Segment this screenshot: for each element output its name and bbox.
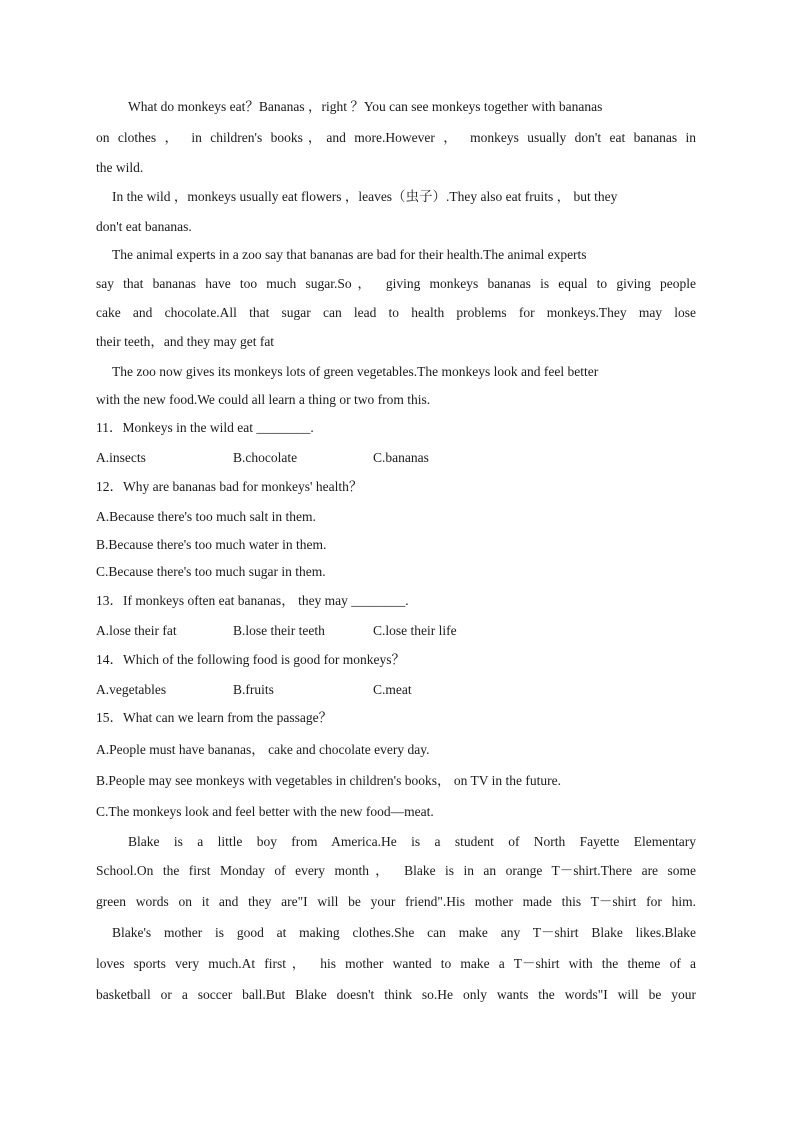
passage-line: say that bananas have too much sugar.So， giving monkeys bananas is equal to giving people — [96, 276, 696, 291]
answer-option: B.lose their teeth — [233, 623, 325, 638]
question-stem: 13．If monkeys often eat bananas， they may ________. — [96, 593, 409, 608]
answer-option: B.chocolate — [233, 450, 298, 465]
answer-option: A.insects — [96, 450, 146, 465]
passage-line: basketball or a soccer ball.But Blake doesn't think so.He only wants the words"I will be your — [96, 987, 696, 1002]
answer-option: C.meat — [373, 682, 412, 697]
answer-option: B.fruits — [233, 682, 274, 697]
passage-line: their teeth，and they may get fat — [96, 334, 275, 349]
passage-line: green words on it and they are"I will be your friend".His mother made this T－shirt for him. — [96, 894, 696, 909]
question-stem: 15．What can we learn from the passage？ — [96, 710, 333, 725]
question-stem: 11．Monkeys in the wild eat ________. — [96, 420, 314, 435]
answer-option: A.Because there's too much salt in them. — [96, 509, 316, 524]
passage-line: don't eat bananas. — [96, 219, 192, 234]
answer-option: C.lose their life — [373, 623, 457, 638]
passage-line: In the wild ，monkeys usually eat flowers ，leaves（虫子）.They also eat fruits ， but they — [112, 189, 618, 204]
question-stem: 12．Why are bananas bad for monkeys' health？ — [96, 479, 363, 494]
answer-option: C.The monkeys look and feel better with the new food—meat. — [96, 804, 434, 819]
passage-line: School.On the first Monday of every month， Blake is in an orange T－shirt.There are some — [96, 863, 696, 878]
answer-option: B.Because there's too much water in them. — [96, 537, 327, 552]
answer-option: C.Because there's too much sugar in them. — [96, 564, 326, 579]
answer-option: B.People may see monkeys with vegetables in children's books， on TV in the future. — [96, 773, 561, 788]
passage-line: Blake's mother is good at making clothes.She can make any T－shirt Blake likes.Blake — [112, 925, 696, 940]
passage-line: What do monkeys eat？Bananas ，right ？You can see monkeys together with bananas — [128, 99, 603, 114]
passage-line: on clothes ， in children's books，and more.However ， monkeys usually don't eat bananas in — [96, 130, 696, 145]
passage-line: The animal experts in a zoo say that bananas are bad for their health.The animal experts — [112, 247, 587, 262]
passage-line: The zoo now gives its monkeys lots of green vegetables.The monkeys look and feel better — [112, 364, 599, 379]
passage-line: loves sports very much.At first， his mother wanted to make a T－shirt with the theme of a — [96, 956, 696, 971]
answer-option: A.lose their fat — [96, 623, 177, 638]
answer-option: A.People must have bananas， cake and chocolate every day. — [96, 742, 430, 757]
question-stem: 14．Which of the following food is good for monkeys？ — [96, 652, 405, 667]
answer-option: C.bananas — [373, 450, 429, 465]
passage-line: cake and chocolate.All that sugar can lead to health problems for monkeys.They may lose — [96, 305, 696, 320]
passage-line: with the new food.We could all learn a thing or two from this. — [96, 392, 431, 407]
passage-line: Blake is a little boy from America.He is a student of North Fayette Elementary — [128, 834, 696, 849]
passage-line: the wild. — [96, 160, 144, 175]
answer-option: A.vegetables — [96, 682, 167, 697]
